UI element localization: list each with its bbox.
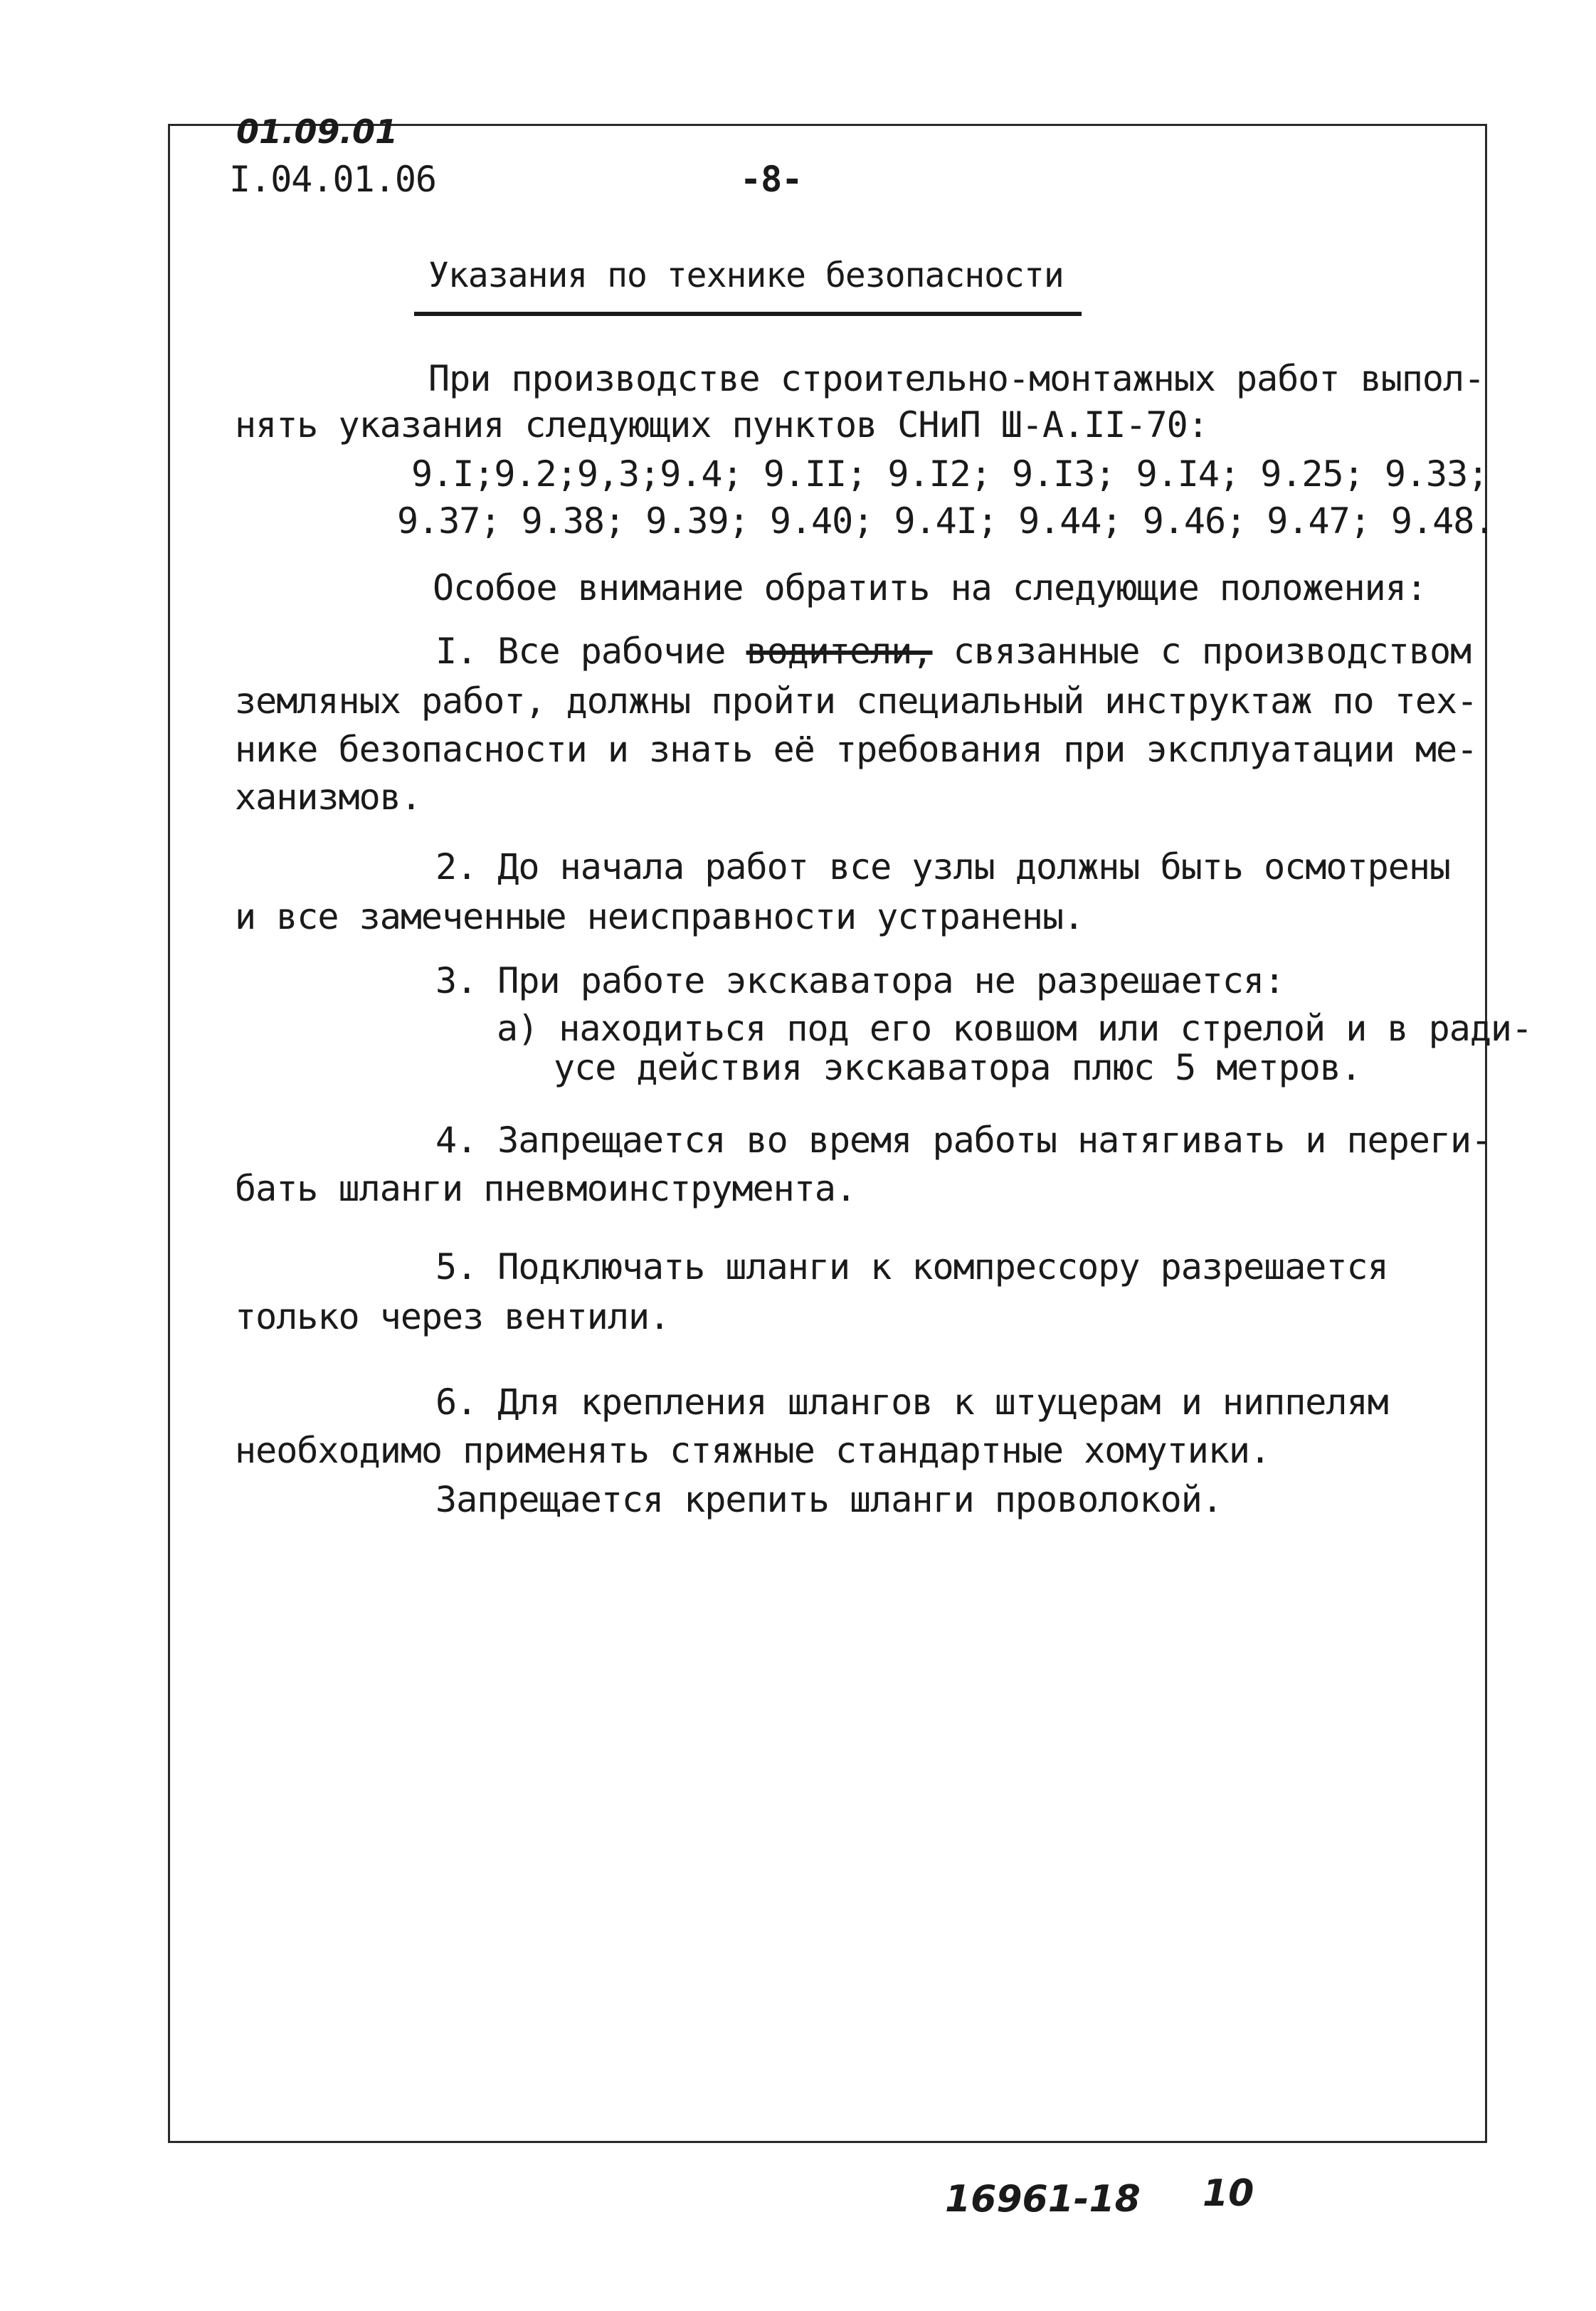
item-4-line-1: 4. Запрещается во время работы натягивать и переги- — [435, 1120, 1492, 1161]
item-1-line-3: нике безопасности и знать её требования при эксплуатации ме- — [235, 729, 1478, 770]
item-1-line-2: земляных работ, должны пройти специальный инструктаж по тех- — [235, 680, 1478, 722]
page-title: Указания по технике безопасности — [428, 256, 1064, 295]
page-marker: -8- — [740, 159, 803, 200]
intro-line-2: нять указания следующих пунктов СНиП Ш-А.II-70: — [235, 404, 1208, 446]
item-1-start: I. Все рабочие — [435, 631, 726, 672]
handwritten-code: 01.09.01 — [236, 112, 398, 151]
item-2-line-1: 2. До начала работ все узлы должны быть осмотрены — [435, 846, 1451, 888]
snip-points-line-2: 9.37; 9.38; 9.39; 9.40; 9.4I; 9.44; 9.46; 9.47; 9.48. — [397, 500, 1495, 542]
intro-line-1: При производстве строительно-монтажных работ выпол- — [428, 358, 1485, 399]
item-2-line-2: и все замеченные неисправности устранены. — [235, 896, 1084, 937]
item-1-line-1 — [435, 630, 1471, 673]
item-5-line-1: 5. Подключать шланги к компрессору разрешается — [435, 1246, 1388, 1288]
title-underline — [414, 312, 1082, 316]
item-6-line-1: 6. Для крепления шлангов к штуцерам и ниппелям — [435, 1381, 1388, 1423]
item-5-line-2: только через вентили. — [235, 1296, 670, 1337]
item-3-line-1: 3. При работе экскаватора не разрешается: — [435, 960, 1285, 1001]
item-3-line-2: а) находиться под его ковшом или стрелой и в ради- — [497, 1008, 1533, 1049]
item-6-line-2: необходимо применять стяжные стандартные хомутики. — [235, 1430, 1271, 1471]
item-1-line-4: ханизмов. — [235, 777, 421, 818]
document-number: 16961-18 — [945, 2178, 1141, 2221]
sheet-number: 10 — [1203, 2172, 1254, 2215]
snip-points-line-1: 9.I;9.2;9,3;9.4; 9.II; 9.I2; 9.I3; 9.I4; 9.25; 9.33; — [411, 453, 1489, 495]
attention-line: Особое внимание обратить на следующие положения: — [433, 567, 1427, 609]
item-6-line-3: Запрещается крепить шланги проволокой. — [435, 1479, 1222, 1520]
doc-code: I.04.01.06 — [229, 159, 437, 200]
struck-word: водители, — [746, 631, 933, 672]
item-4-line-2: бать шланги пневмоинструмента. — [235, 1168, 857, 1209]
item-1-end: связанные с производством — [932, 631, 1471, 672]
item-3-line-3: усе действия экскаватора плюс 5 метров. — [554, 1047, 1361, 1088]
